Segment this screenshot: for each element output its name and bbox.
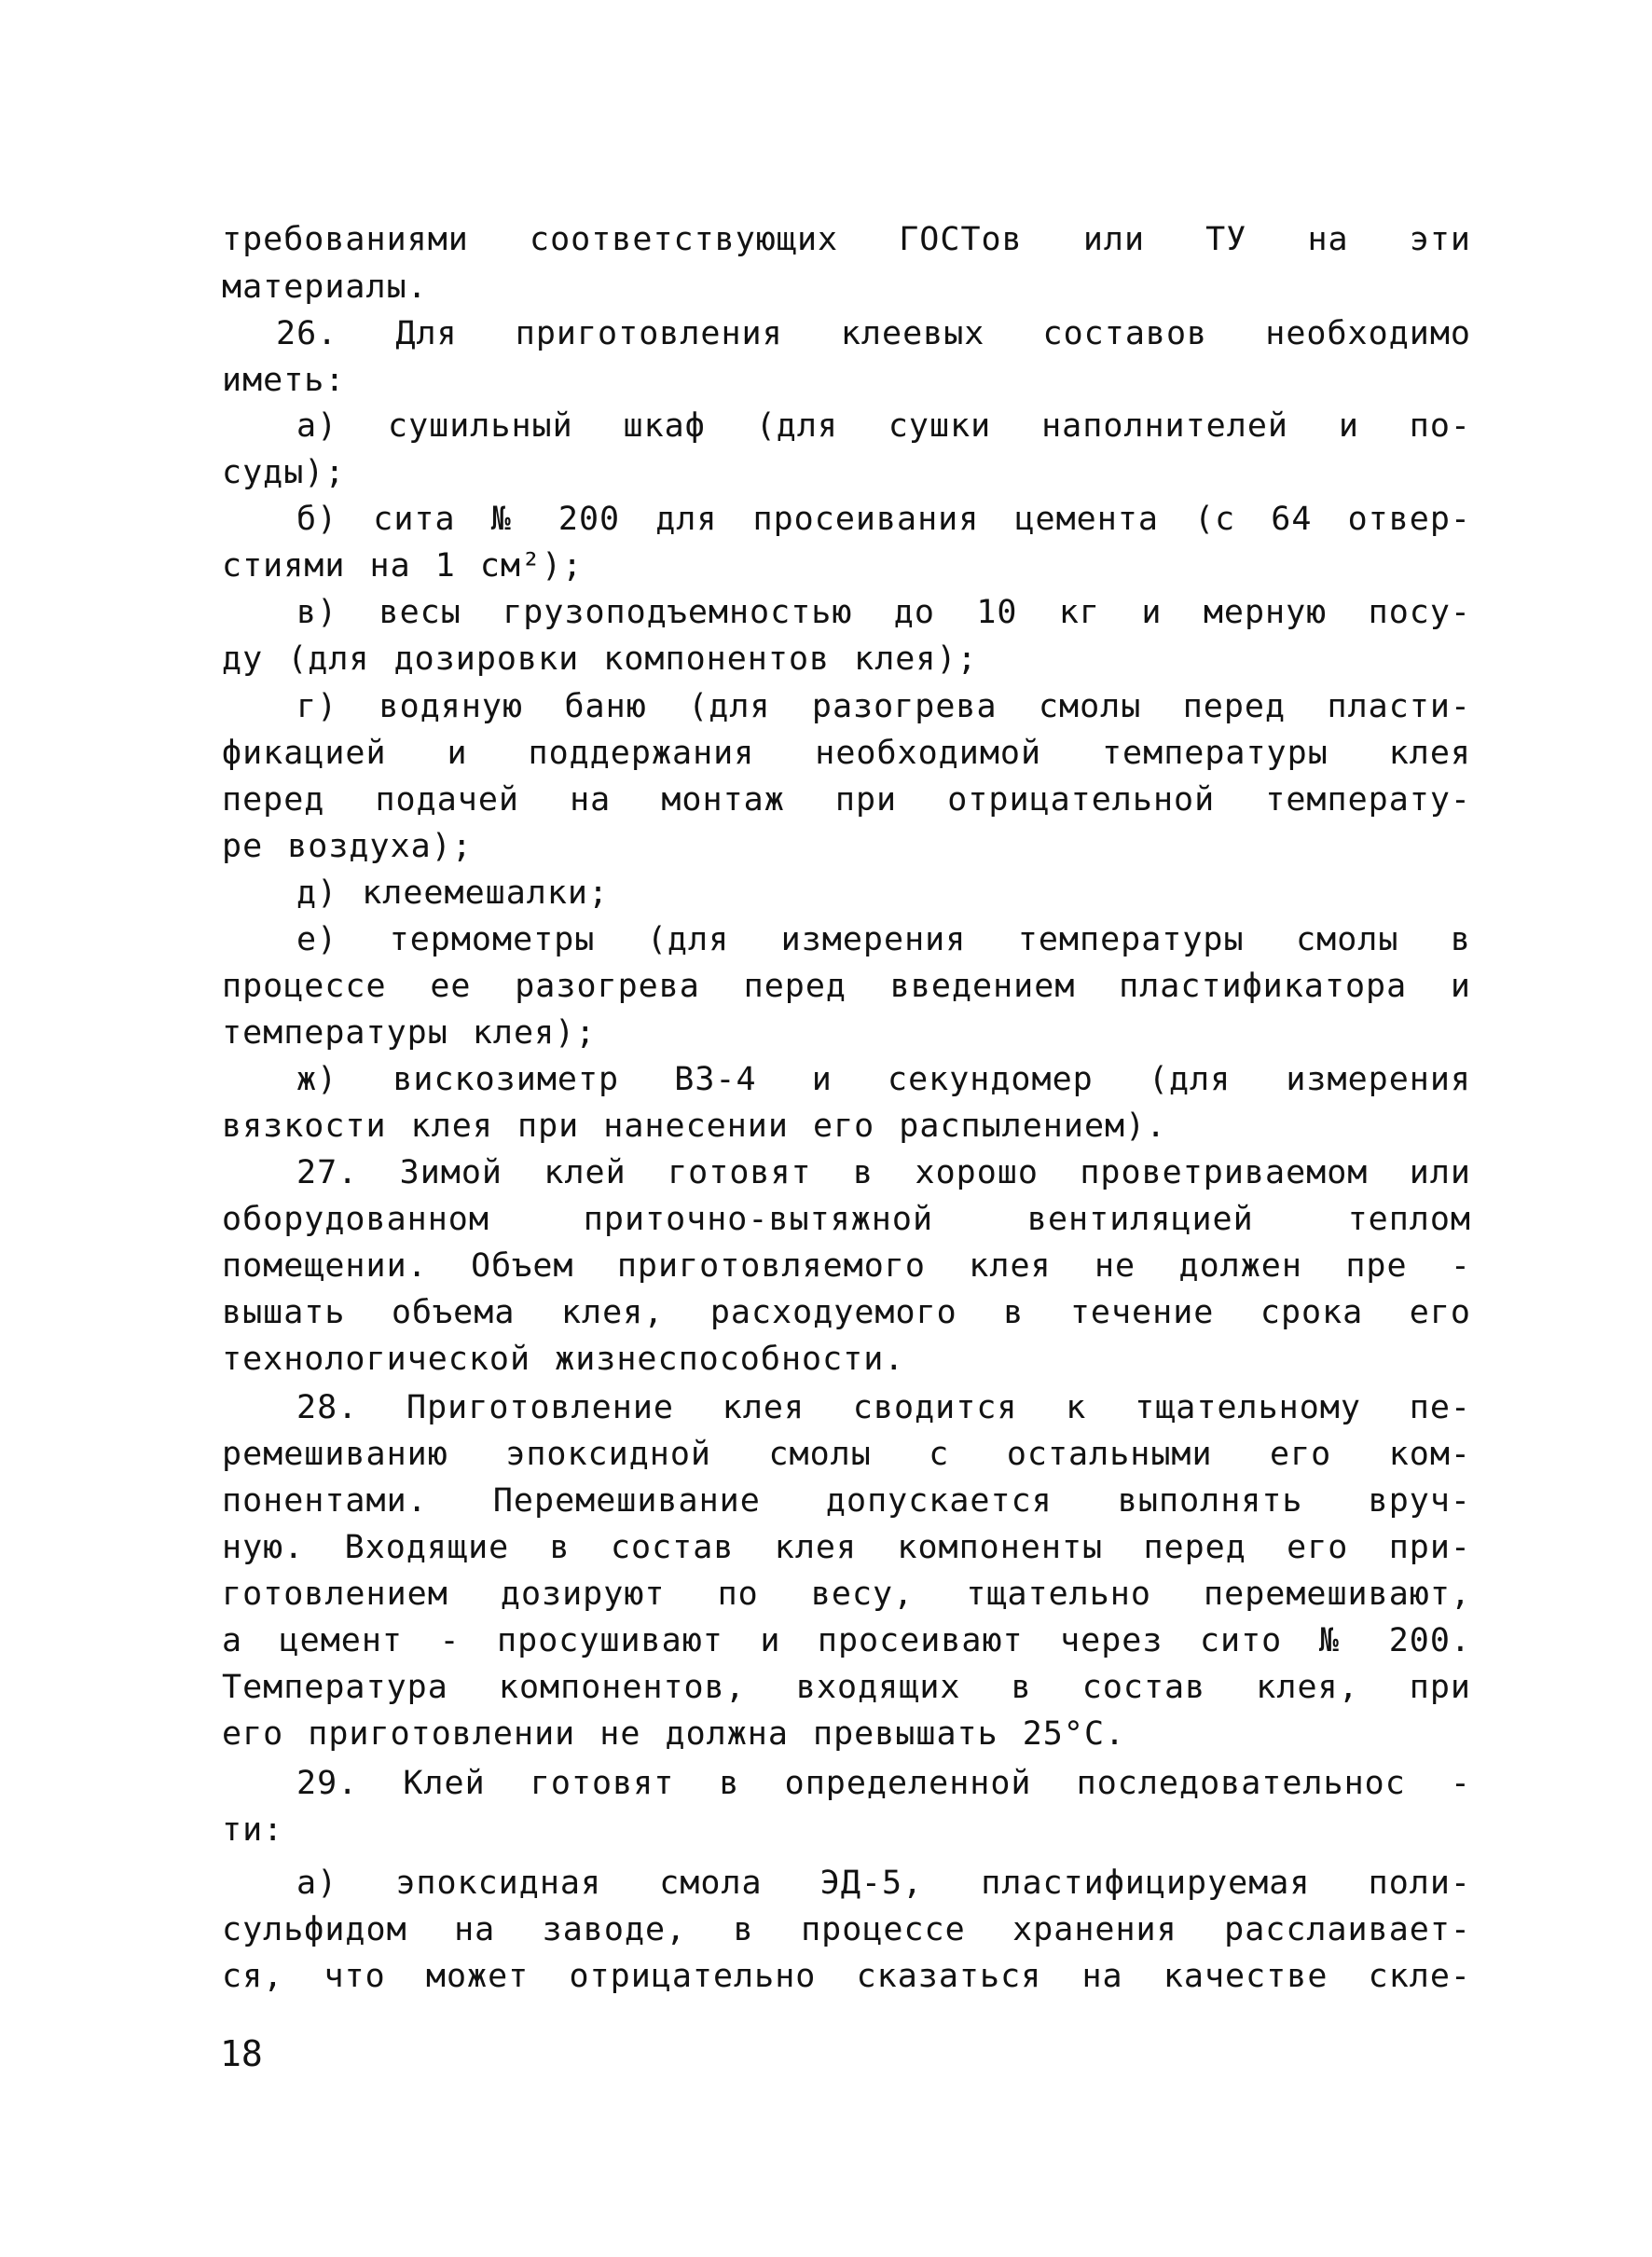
- text-line: г) водяную баню (для разогрева смолы перед пласти-: [296, 688, 1471, 725]
- text-line: процессе ее разогрева перед введением пластификатора и: [222, 968, 1471, 1005]
- text-line: ре воздуха);: [222, 828, 473, 865]
- text-line: сульфидом на заводе, в процессе хранения расслаивает-: [222, 1911, 1471, 1948]
- text-line: а) сушильный шкаф (для сушки наполнителей и по-: [296, 407, 1471, 445]
- text-line: ремешиванию эпоксидной смолы с остальными его ком-: [222, 1436, 1471, 1473]
- text-line: 26. Для приготовления клеевых составов необходимо: [276, 315, 1471, 352]
- text-line: 27. Зимой клей готовят в хорошо проветриваемом или: [296, 1154, 1471, 1191]
- text-line: вязкости клея при нанесении его распылением).: [222, 1108, 1167, 1145]
- text-line: б) сита № 200 для просеивания цемента (с 64 отвер-: [296, 501, 1471, 538]
- text-line: понентами. Перемешивание допускается выполнять вруч-: [222, 1482, 1471, 1520]
- text-line: 29. Клей готовят в определенной последовательнос -: [296, 1765, 1471, 1802]
- text-line: ти:: [222, 1811, 284, 1849]
- text-line: иметь:: [222, 362, 346, 399]
- text-line: материалы.: [222, 268, 428, 306]
- text-line: его приготовлении не должна превышать 25°С.: [222, 1715, 1126, 1753]
- text-line: помещении. Объем приготовляемого клея не должен пре -: [222, 1247, 1471, 1285]
- page-number: 18: [220, 2033, 263, 2074]
- text-line: стиями на 1 см²);: [222, 547, 584, 585]
- text-line: в) весы грузоподъемностью до 10 кг и мерную посу-: [296, 594, 1471, 631]
- text-line: ся, что может отрицательно сказаться на качестве скле-: [222, 1958, 1471, 1995]
- text-line: суды);: [222, 454, 346, 491]
- text-line: а) эпоксидная смола ЭД-5, пластифицируемая поли-: [296, 1865, 1471, 1902]
- text-line: а цемент - просушивают и просеивают через сито № 200.: [222, 1622, 1471, 1659]
- text-line: оборудованном приточно-вытяжной вентиляцией теплом: [222, 1201, 1471, 1238]
- text-line: температуры клея);: [222, 1014, 597, 1052]
- text-line: технологической жизнеспособности.: [222, 1341, 905, 1378]
- text-line: д) клеемешалки;: [296, 874, 610, 912]
- text-line: ную. Входящие в состав клея компоненты перед его при-: [222, 1529, 1471, 1566]
- text-line: требованиями соответствующих ГОСТов или ТУ на эти: [222, 221, 1471, 258]
- text-line: фикацией и поддержания необходимой температуры клея: [222, 735, 1471, 772]
- text-line: вышать объема клея, расходуемого в течение срока его: [222, 1294, 1471, 1331]
- text-line: е) термометры (для измерения температуры смолы в: [296, 921, 1471, 958]
- text-line: перед подачей на монтаж при отрицательной температу-: [222, 781, 1471, 819]
- text-line: готовлением дозируют по весу, тщательно перемешивают,: [222, 1576, 1471, 1613]
- text-line: ду (для дозировки компонентов клея);: [222, 640, 978, 678]
- text-line: ж) вискозиметр ВЗ-4 и секундомер (для измерения: [296, 1061, 1471, 1098]
- text-line: 28. Приготовление клея сводится к тщательному пе-: [296, 1389, 1471, 1426]
- text-line: Температура компонентов, входящих в состав клея, при: [222, 1669, 1471, 1706]
